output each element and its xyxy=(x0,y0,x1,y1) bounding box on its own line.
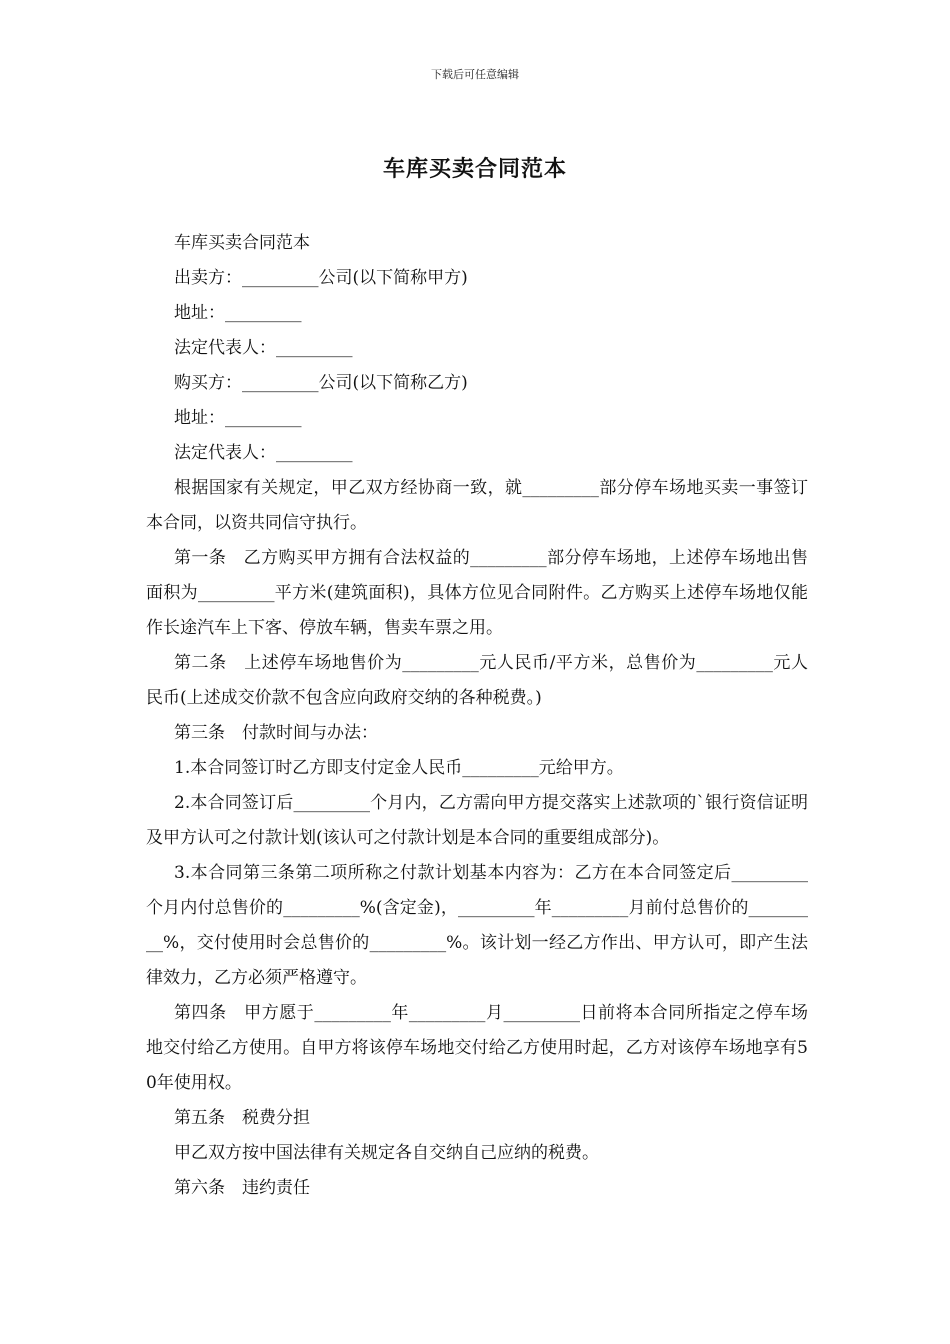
paragraph-article-3: 第三条 付款时间与办法： xyxy=(174,723,378,743)
contract-body xyxy=(146,226,808,1206)
paragraph-article-5: 第五条 税费分担 xyxy=(174,1108,310,1128)
header-note: 下载后可任意编辑 xyxy=(431,68,519,81)
paragraph-buyer-representative: 法定代表人：_________ xyxy=(174,443,353,463)
paragraph-article-3-item-1: 1.本合同签订时乙方即支付定金人民币_________元给甲方。 xyxy=(174,758,624,778)
document-title: 车库买卖合同范本 xyxy=(382,156,567,182)
paragraph-article-5-content: 甲乙双方按中国法律有关规定各自交纳自己应纳的税费。 xyxy=(174,1143,599,1163)
paragraph-article-3-item-2: 2.本合同签订后_________个月内，乙方需向甲方提交落实上述款项的`银行资信证明及甲方认可之付款计划(该认可之付款计划是本合同的重要组成部分)。 xyxy=(146,793,808,848)
paragraph-article-6: 第六条 违约责任 xyxy=(174,1178,310,1198)
paragraph-article-1: 第一条 乙方购买甲方拥有合法权益的_________部分停车场地，上述停车场地出售面积为_________平方米(建筑面积)，具体方位见合同附件。乙方购买上述停车场地仅能作长途汽车上下客、停放车辆，售卖车票之用。 xyxy=(146,548,808,638)
paragraph-heading: 车库买卖合同范本 xyxy=(174,233,310,253)
paragraph-buyer: 购买方：_________公司(以下简称乙方) xyxy=(174,373,468,393)
paragraph-seller-address: 地址：_________ xyxy=(174,303,302,323)
paragraph-article-4: 第四条 甲方愿于_________年_________月_________日前将本合同所指定之停车场地交付给乙方使用。自甲方将该停车场地交付给乙方使用时起，乙方对该停车场地享有50年使用权。 xyxy=(146,1003,808,1093)
paragraph-article-3-item-3: 3.本合同第三条第二项所称之付款计划基本内容为：乙方在本合同签定后_________个月内付总售价的_________%(含定金)，_________年_________月前付总售价的_________%，交付使用时会总售价的_________%。该计划一经乙方作出、甲方认可，即产生法律效力，乙方必须严格遵守。 xyxy=(146,863,808,988)
paragraph-buyer-address: 地址：_________ xyxy=(174,408,302,428)
paragraph-article-2: 第二条 上述停车场地售价为_________元人民币/平方米，总售价为_________元人民币(上述成交价款不包含应向政府交纳的各种税费。) xyxy=(146,653,808,708)
paragraph-preamble: 根据国家有关规定，甲乙双方经协商一致，就_________部分停车场地买卖一事签订本合同，以资共同信守执行。 xyxy=(146,478,808,533)
paragraph-seller: 出卖方：_________公司(以下简称甲方) xyxy=(174,268,468,288)
paragraph-seller-representative: 法定代表人：_________ xyxy=(174,338,353,358)
